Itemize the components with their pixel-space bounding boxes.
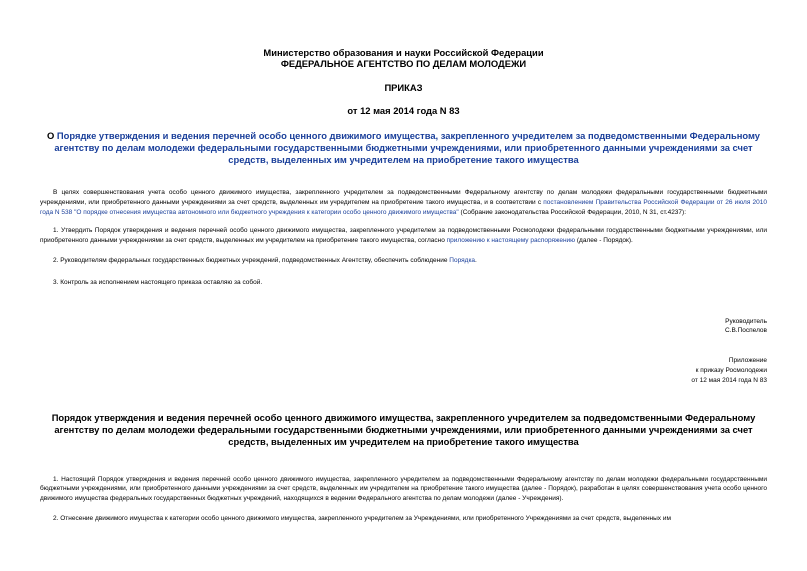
order-title-prefix: О — [47, 130, 57, 141]
appendix-date: от 12 мая 2014 года N 83 — [691, 376, 767, 384]
signature-block — [40, 317, 767, 337]
appendix-header — [40, 356, 767, 385]
signatory-name: С.В.Поспелов — [724, 327, 767, 335]
item-2-text-1: 2. Руководителям федеральных государственных бюджетных учреждений, подведомственных Агентству, обеспечить соблюдение — [53, 256, 450, 264]
appendix-link[interactable]: приложению к настоящему распоряжению — [446, 237, 576, 245]
signatory-position: Руководитель — [725, 317, 767, 325]
item-1-text-1: 1. Утвердить Порядок утверждения и ведения перечней особо ценного движимого имущества, закрепленного учредителем за подведомственными Росмолодежи федеральными государственными бюджетными учреждениями, или приобретенного данными учреждениями за счет средств, выделенных им учредителем на приобретение такого имущества, согласно — [40, 227, 767, 245]
ministry-name: Министерство образования и науки Российской Федерации — [263, 47, 544, 58]
document-date: от 12 мая 2014 года N 83 — [347, 105, 460, 116]
item-2-paragraph — [40, 256, 767, 266]
procedure-title: Порядок утверждения и ведения перечней особо ценного движимого имущества, закрепленного учредителем за подведомственными Федеральному агентству по делам молодежи федеральными государственными бюджетными учреждениями, или приобретенного данными учреждениями за счет средств, выделенных им учредителем на приобретение такого имущества — [51, 411, 756, 447]
intro-text-1: В целях совершенствования учета особо ценного движимого имущества, закрепленного учредителем за подведомственными Федеральному агентству по делам молодежи федеральными государственными бюджетными учреждениями, или приобретенного данными учреждениями за счет средств, выделенных им учредителем на приобретение такого имущества, и в соответствии с — [40, 189, 767, 206]
document-page — [40, 0, 767, 524]
item-1-text-2: (далее - Порядок). — [575, 237, 633, 245]
agency-name: ФЕДЕРАЛЬНОЕ АГЕНТСТВО ПО ДЕЛАМ МОЛОДЕЖИ — [280, 58, 527, 69]
appendix-order: к приказу Росмолодежи — [695, 366, 767, 374]
government-decree-link[interactable]: постановлением Правительства Российской Федерации от 26 июля 2010 года N 538 "О порядке отнесения имущества автономного или бюджетного учреждения к категории особо ценного движимого имущества" — [40, 198, 767, 216]
procedure-paragraph-1: 1. Настоящий Порядок утверждения и ведения перечней особо ценного движимого имущества, закрепленного учредителем за подведомственными Федеральному агентству по делам молодежи федеральными государственными бюджетными учреждениями, или приобретенного данными учреждениями за счет средств, выделенных им учредителем на приобретение такого имущества (далее - Порядок), разработан в целях совершенствования учета особо ценного движимого имущества федеральных государственных бюджетных учреждений, находящихся в ведении Федерального агентства по делам молодежи (далее - Учреждения). — [40, 475, 767, 503]
procedure-paragraph-2: 2. Отнесение движимого имущества к категории особо ценного движимого имущества, закрепленного учредителем за Учреждениями, или приобретенного Учреждениями за счет средств, выделенных им — [53, 514, 671, 522]
intro-text-2: (Собрание законодательства Российской Федерации, 2010, N 31, ст.4237): — [458, 208, 687, 216]
item-3-paragraph: 3. Контроль за исполнением настоящего приказа оставляю за собой. — [53, 278, 263, 286]
intro-paragraph — [40, 188, 767, 217]
order-title — [40, 130, 767, 166]
order-title-link[interactable]: Порядке утверждения и ведения перечней особо ценного движимого имущества, закрепленного учредителем за подведомственными Федеральному агентству по делам молодежи федеральными государственными бюджетными учреждениями, или приобретенного данными учреждениями за счет средств, выделенных им учредителем на приобретение такого имущества — [54, 130, 760, 165]
item-2-text-2: . — [475, 256, 477, 264]
document-type: ПРИКАЗ — [384, 82, 423, 93]
procedure-link[interactable]: Порядка — [449, 256, 476, 264]
item-1-paragraph — [40, 226, 767, 246]
appendix-label: Приложение — [728, 357, 767, 365]
